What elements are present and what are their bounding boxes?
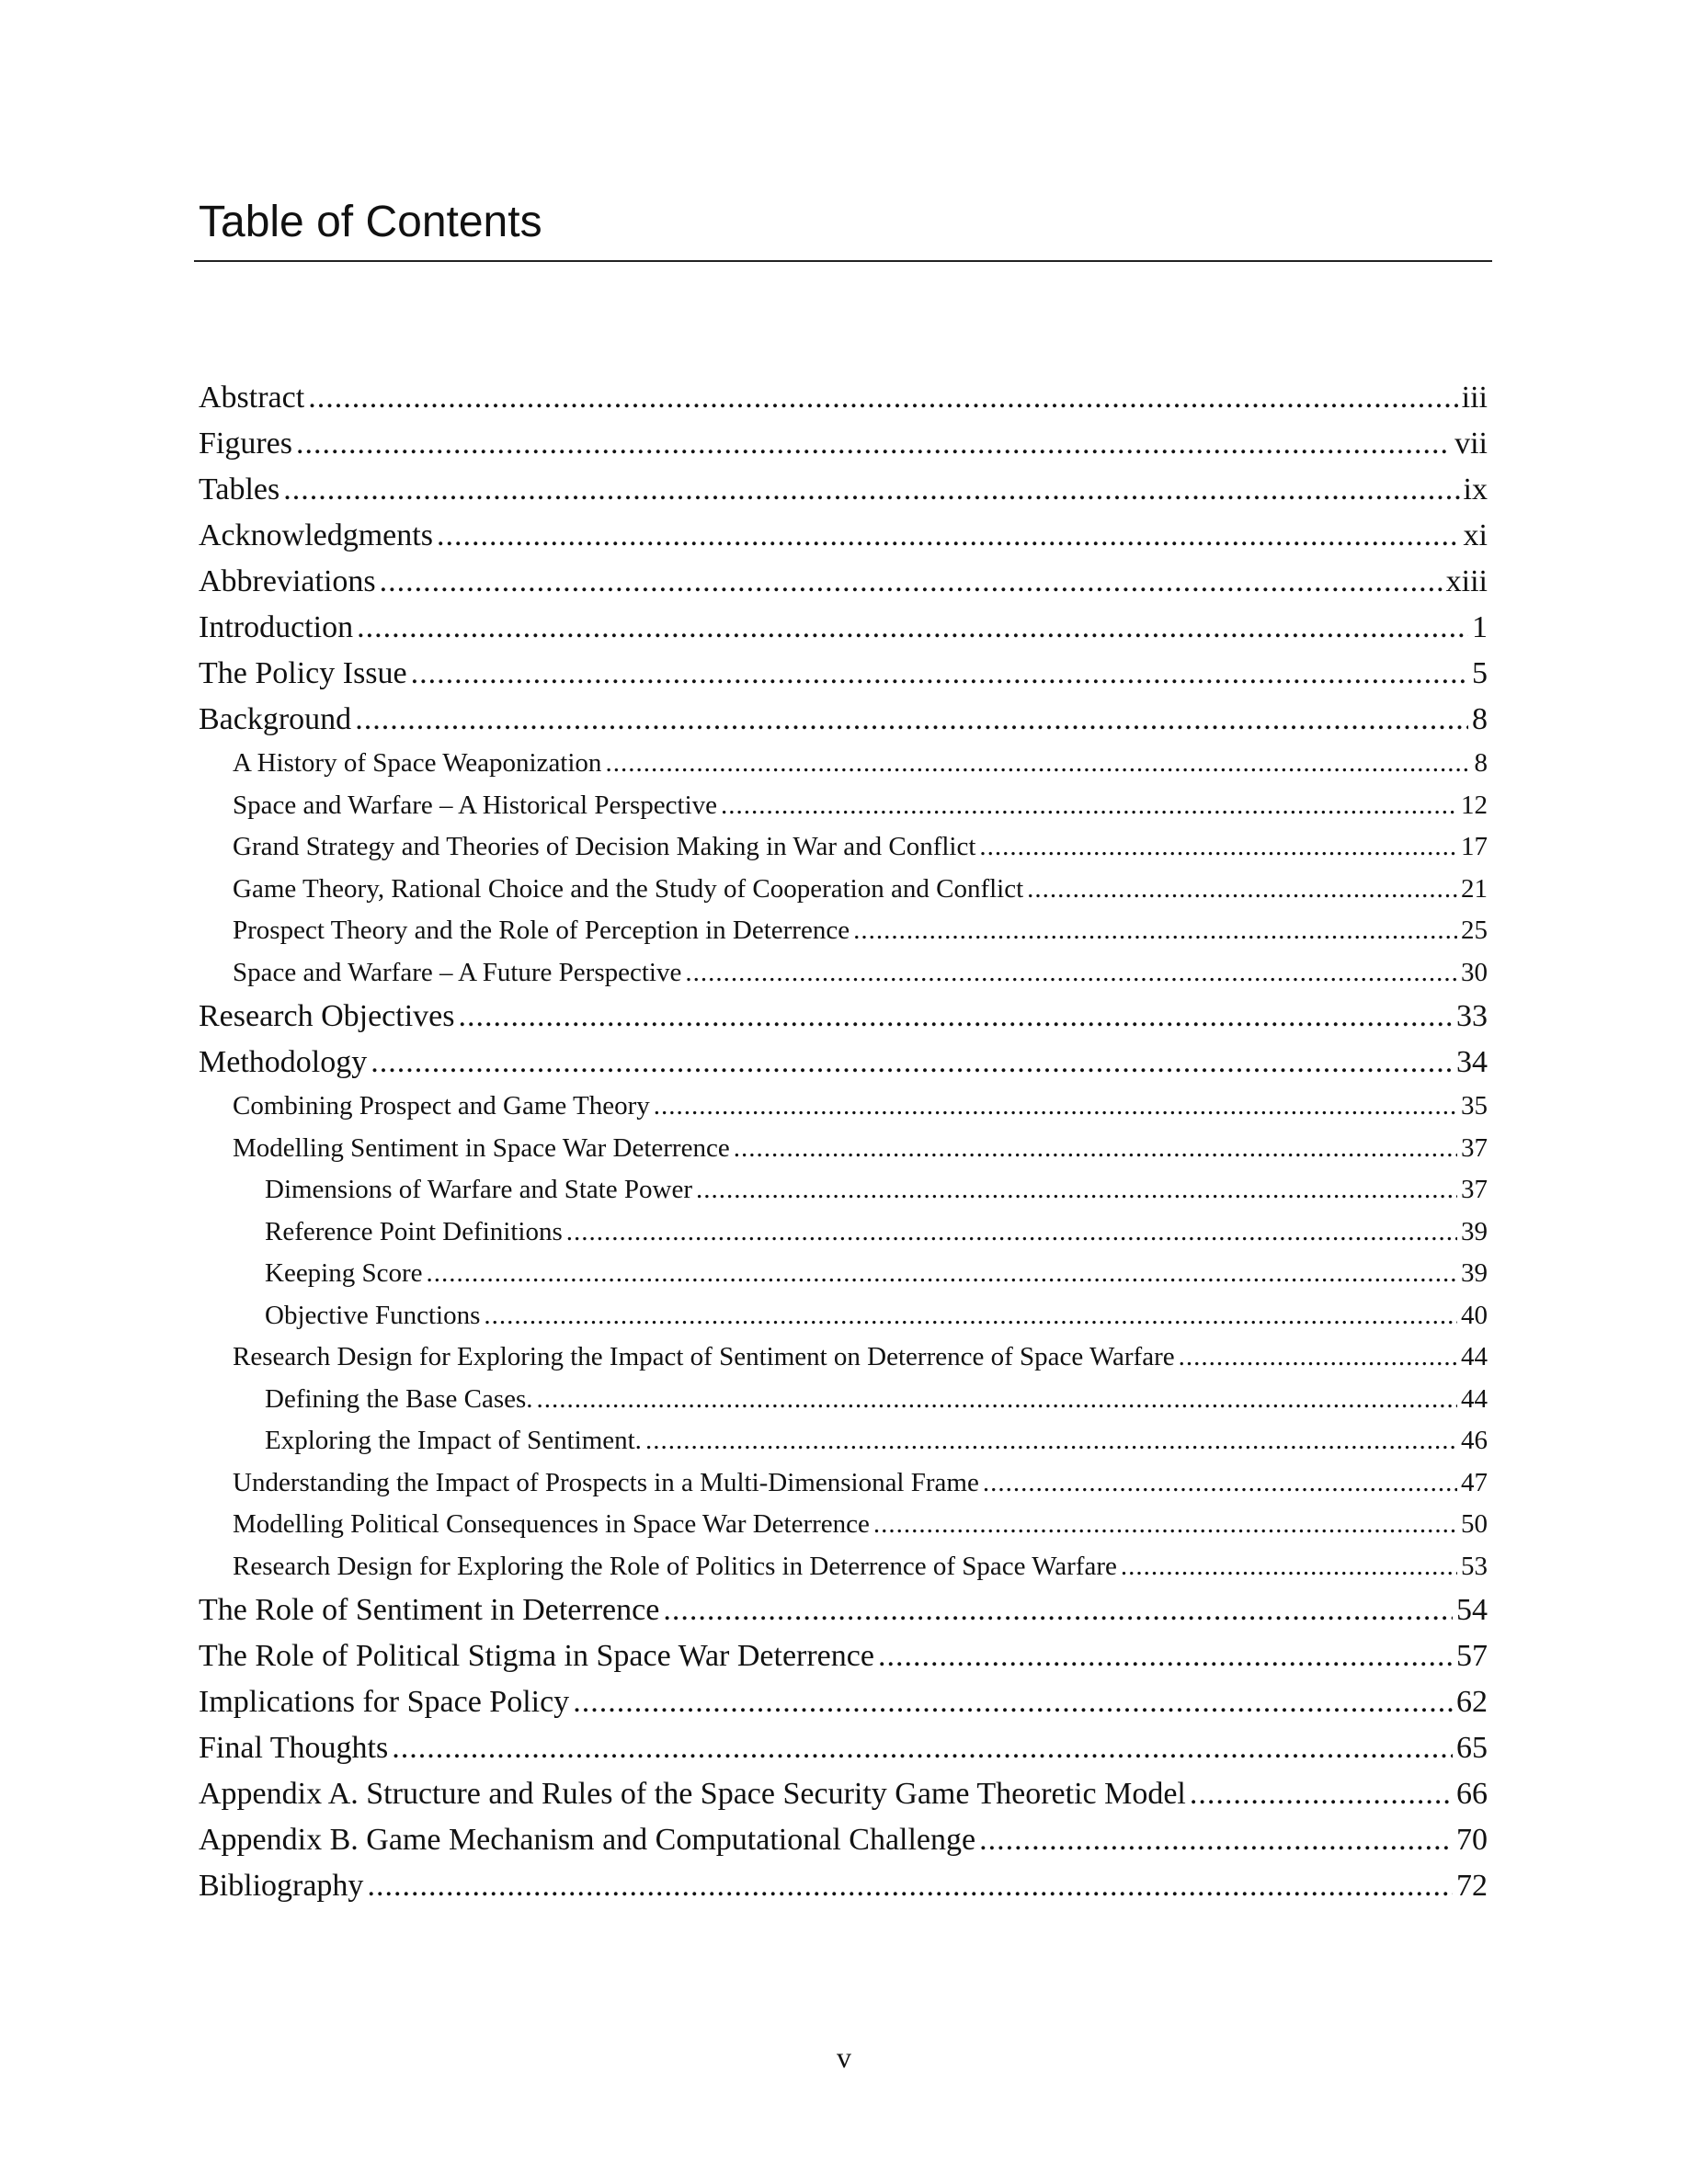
- toc-entry-title: Methodology: [199, 1045, 368, 1079]
- toc-entry[interactable]: [199, 869, 1488, 911]
- toc-entry[interactable]: [199, 375, 1488, 421]
- dot-leader: [605, 743, 1470, 785]
- toc-entry-title: Dimensions of Warfare and State Power: [265, 1175, 693, 1204]
- toc-entry-page-number: 44: [1461, 1342, 1488, 1371]
- toc-entry-page-number: 47: [1461, 1467, 1488, 1497]
- toc-entry-page-number: 5: [1472, 656, 1488, 690]
- toc-entry-title: Understanding the Impact of Prospects in a Multi-Dimensional Frame: [233, 1467, 979, 1497]
- toc-entry-page-number: 70: [1456, 1823, 1488, 1857]
- toc-entry[interactable]: [199, 1086, 1488, 1128]
- toc-entry-title: Keeping Score: [265, 1258, 423, 1288]
- toc-entry-title: Research Objectives: [199, 999, 455, 1033]
- toc-entry-title: Grand Strategy and Theories of Decision Making in War and Conflict: [233, 832, 976, 861]
- toc-entry[interactable]: [199, 910, 1488, 952]
- toc-entry-title: The Policy Issue: [199, 656, 407, 690]
- dot-leader: [537, 1379, 1457, 1421]
- toc-entry-title: Research Design for Exploring the Role of Politics in Deterrence of Space Warfare: [233, 1551, 1117, 1581]
- toc-entry-page-number: 57: [1456, 1639, 1488, 1673]
- toc-entry-title: Space and Warfare – A Future Perspective: [233, 957, 682, 987]
- toc-entry[interactable]: [199, 1863, 1488, 1909]
- toc-entry-page-number: 50: [1461, 1509, 1488, 1539]
- dot-leader: [1190, 1771, 1453, 1817]
- toc-entry-title: Modelling Political Consequences in Space War Deterrence: [233, 1509, 870, 1539]
- dot-leader: [573, 1679, 1453, 1725]
- dot-leader: [566, 1211, 1457, 1254]
- toc-entry-title: Abstract: [199, 381, 305, 415]
- page-number: v: [837, 2041, 851, 2074]
- toc-entry-title: Appendix A. Structure and Rules of the Space Security Game Theoretic Model: [199, 1777, 1186, 1811]
- toc-entry[interactable]: [199, 1040, 1488, 1086]
- toc-entry-page-number: 17: [1461, 832, 1488, 861]
- toc-entry-title: The Role of Sentiment in Deterrence: [199, 1593, 660, 1627]
- toc-entry[interactable]: [199, 952, 1488, 995]
- toc-entry-title: Bibliography: [199, 1869, 364, 1903]
- toc-entry-title: Figures: [199, 427, 292, 461]
- toc-entry-page-number: 40: [1461, 1300, 1488, 1330]
- toc-entry-title: Reference Point Definitions: [265, 1216, 563, 1246]
- dot-leader: [878, 1633, 1453, 1679]
- toc-entry-page-number: 53: [1461, 1551, 1488, 1581]
- dot-leader: [685, 952, 1457, 995]
- dot-leader: [283, 467, 1459, 513]
- toc-entry[interactable]: [199, 1771, 1488, 1817]
- dot-leader: [392, 1725, 1453, 1771]
- dot-leader: [371, 1040, 1453, 1086]
- toc-entry[interactable]: [199, 421, 1488, 467]
- dot-leader: [459, 994, 1454, 1040]
- toc-entry-page-number: 65: [1456, 1731, 1488, 1765]
- toc-entry-title: Game Theory, Rational Choice and the Study of Cooperation and Conflict: [233, 873, 1024, 904]
- toc-entry-title: Appendix B. Game Mechanism and Computational Challenge: [199, 1823, 976, 1857]
- toc-entry[interactable]: [199, 1633, 1488, 1679]
- toc-entry-title: Research Design for Exploring the Impact of Sentiment on Deterrence of Space Warfare: [233, 1342, 1175, 1371]
- toc-entry-title: Modelling Sentiment in Space War Deterrence: [233, 1132, 730, 1163]
- toc-entry[interactable]: [199, 1337, 1488, 1379]
- toc-entry-page-number: 8: [1474, 748, 1488, 778]
- toc-entry-page-number: 44: [1461, 1383, 1488, 1414]
- dot-leader: [721, 785, 1457, 827]
- toc-entry-page-number: 25: [1461, 916, 1488, 945]
- dot-leader: [296, 421, 1451, 467]
- dot-leader: [663, 1587, 1453, 1633]
- toc-entry-title: Final Thoughts: [199, 1731, 389, 1765]
- toc-entry-page-number: vii: [1454, 427, 1488, 461]
- dot-leader: [983, 1462, 1457, 1505]
- toc-entry[interactable]: [199, 743, 1488, 785]
- toc-entry[interactable]: [199, 1169, 1488, 1211]
- dot-leader: [367, 1863, 1453, 1909]
- dot-leader: [380, 559, 1443, 605]
- page-title: Table of Contents: [199, 198, 542, 246]
- toc-entry-title: Background: [199, 702, 352, 736]
- toc-entry-page-number: 34: [1456, 1045, 1488, 1079]
- toc-entry[interactable]: [199, 1546, 1488, 1588]
- toc-entry[interactable]: [199, 513, 1488, 559]
- toc-entry-page-number: iii: [1461, 381, 1488, 415]
- dot-leader: [437, 513, 1460, 559]
- toc-entry-page-number: 66: [1456, 1777, 1488, 1811]
- toc-entry-title: Introduction: [199, 610, 354, 644]
- dot-leader: [853, 910, 1457, 952]
- toc-entry[interactable]: [199, 559, 1488, 605]
- dot-leader: [427, 1253, 1457, 1295]
- toc-entry-page-number: 30: [1461, 957, 1488, 987]
- toc-entry-title: Acknowledgments: [199, 518, 433, 552]
- toc-entry[interactable]: [199, 994, 1488, 1040]
- toc-entry-title: Prospect Theory and the Role of Perception in Deterrence: [233, 916, 850, 945]
- toc-entry-page-number: 37: [1461, 1175, 1488, 1204]
- toc-entry-page-number: 1: [1472, 610, 1488, 644]
- toc-entry-title: Combining Prospect and Game Theory: [233, 1091, 650, 1120]
- dot-leader: [411, 651, 1468, 697]
- toc-entry-title: Implications for Space Policy: [199, 1685, 570, 1719]
- toc-entry-title: Defining the Base Cases.: [265, 1383, 533, 1414]
- toc-entry-page-number: 35: [1461, 1091, 1488, 1120]
- dot-leader: [1121, 1546, 1457, 1588]
- toc-entry-title: Tables: [199, 472, 280, 506]
- toc-entry-page-number: 37: [1461, 1132, 1488, 1163]
- toc-entry[interactable]: [199, 785, 1488, 827]
- toc-entry-title: Objective Functions: [265, 1300, 481, 1330]
- toc-entry[interactable]: [199, 1725, 1488, 1771]
- toc-entry[interactable]: [199, 1462, 1488, 1505]
- toc-entry-title: Exploring the Impact of Sentiment.: [265, 1426, 642, 1455]
- dot-leader: [696, 1169, 1457, 1211]
- dot-leader: [645, 1420, 1457, 1462]
- dot-leader: [357, 605, 1468, 651]
- toc-entry[interactable]: [199, 697, 1488, 743]
- toc-entry[interactable]: [199, 1679, 1488, 1725]
- toc-entry[interactable]: [199, 1253, 1488, 1295]
- toc-entry[interactable]: [199, 1420, 1488, 1462]
- toc-entry[interactable]: [199, 1128, 1488, 1170]
- dot-leader: [308, 375, 1457, 421]
- dot-leader: [873, 1504, 1457, 1546]
- toc-entry[interactable]: [199, 1379, 1488, 1421]
- toc-entry-title: Abbreviations: [199, 564, 376, 598]
- dot-leader: [734, 1128, 1457, 1170]
- toc-entry[interactable]: [199, 605, 1488, 651]
- toc-entry-page-number: 12: [1461, 790, 1488, 820]
- toc-entry[interactable]: [199, 1295, 1488, 1337]
- toc-entry[interactable]: [199, 651, 1488, 697]
- toc-entry-title: A History of Space Weaponization: [233, 748, 602, 778]
- toc-entry-page-number: 39: [1461, 1258, 1488, 1288]
- toc-entry-title: Space and Warfare – A Historical Perspective: [233, 790, 717, 820]
- toc-entry-page-number: 62: [1456, 1685, 1488, 1719]
- dot-leader: [979, 826, 1457, 869]
- toc-entry-page-number: 39: [1461, 1216, 1488, 1246]
- toc-entry-page-number: 33: [1456, 999, 1488, 1033]
- toc-entry-page-number: 8: [1472, 702, 1488, 736]
- toc-entry-page-number: ix: [1463, 472, 1488, 506]
- toc-entry[interactable]: [199, 1211, 1488, 1254]
- dot-leader: [1179, 1337, 1457, 1379]
- dot-leader: [979, 1817, 1453, 1863]
- toc-entry-page-number: 72: [1456, 1869, 1488, 1903]
- toc-entry[interactable]: [199, 1587, 1488, 1633]
- toc-entry-page-number: 21: [1461, 873, 1488, 904]
- toc-entry-page-number: 46: [1461, 1426, 1488, 1455]
- toc-entry[interactable]: [199, 1504, 1488, 1546]
- toc-entry-title: The Role of Political Stigma in Space War Deterrence: [199, 1639, 874, 1673]
- dot-leader: [484, 1295, 1457, 1337]
- dot-leader: [1027, 869, 1457, 911]
- dot-leader: [355, 697, 1468, 743]
- toc-entry-page-number: xi: [1463, 518, 1488, 552]
- toc-entry[interactable]: [199, 467, 1488, 513]
- toc-entry-page-number: xiii: [1445, 564, 1488, 598]
- toc-entry[interactable]: [199, 826, 1488, 869]
- toc-list: [199, 375, 1488, 1909]
- heading-rule: [194, 260, 1492, 262]
- toc-entry-page-number: 54: [1456, 1593, 1488, 1627]
- dot-leader: [654, 1086, 1457, 1128]
- toc-entry[interactable]: [199, 1817, 1488, 1863]
